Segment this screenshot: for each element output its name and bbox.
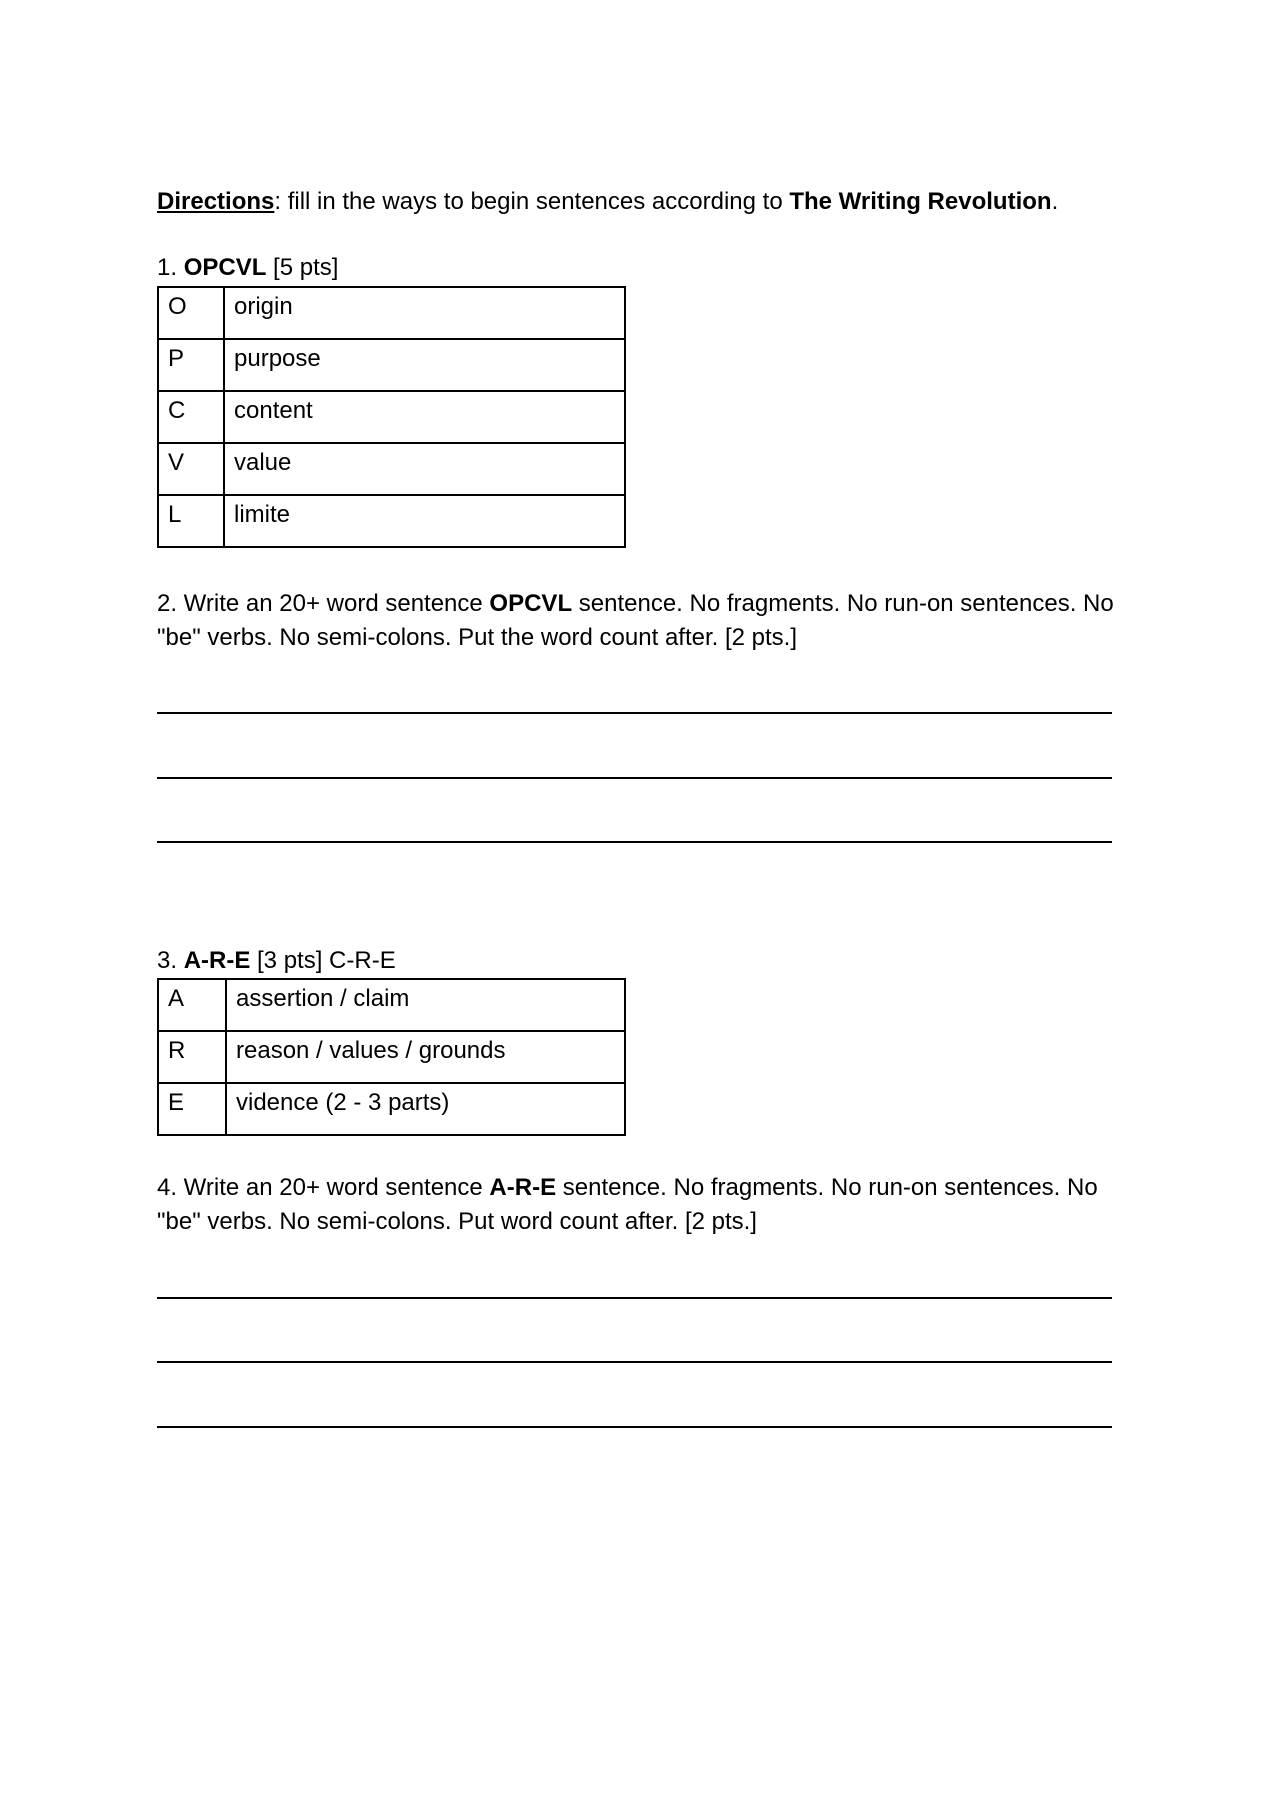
directions-line: [157, 187, 1058, 217]
section4-bold: A-R-E: [489, 1174, 557, 1201]
section2-prefix: 2. Write an 20+ word sentence: [157, 590, 490, 617]
answer-line[interactable]: [157, 1361, 1112, 1363]
row-letter: O: [158, 287, 224, 339]
section2-instructions: [157, 587, 1147, 655]
answer-line[interactable]: [157, 1297, 1112, 1299]
row-letter: P: [158, 339, 224, 391]
section2-bold: OPCVL: [489, 590, 573, 617]
row-letter: V: [158, 443, 224, 495]
section3-number: 3.: [157, 947, 184, 974]
row-word[interactable]: assertion / claim: [226, 979, 625, 1031]
section3-title: A-R-E: [183, 947, 251, 974]
answer-line[interactable]: [157, 841, 1112, 843]
section2-line2: "be" verbs. No semi-colons. Put the word count after. [2 pts.]: [157, 624, 798, 651]
row-letter: E: [158, 1083, 226, 1135]
section2-line1-rest: sentence. No fragments. No run-on sentences. No: [572, 590, 1114, 617]
section4-line1-rest: sentence. No fragments. No run-on sentences. No: [556, 1174, 1098, 1201]
table-row: [158, 495, 625, 547]
answer-line[interactable]: [157, 712, 1112, 714]
row-letter: R: [158, 1031, 226, 1083]
table-row: [158, 1083, 625, 1135]
table-row: [158, 979, 625, 1031]
opcvl-table: [157, 286, 626, 548]
section3-points: [3 pts] C-R-E: [250, 947, 396, 974]
row-word[interactable]: purpose: [224, 339, 625, 391]
row-letter: A: [158, 979, 226, 1031]
answer-line[interactable]: [157, 1426, 1112, 1428]
table-row: [158, 287, 625, 339]
table-row: [158, 443, 625, 495]
directions-title: The Writing Revolution: [789, 188, 1052, 215]
row-word[interactable]: limite: [224, 495, 625, 547]
row-letter: C: [158, 391, 224, 443]
section1-number: 1.: [157, 254, 184, 281]
row-letter: L: [158, 495, 224, 547]
table-row: [158, 1031, 625, 1083]
are-table: [157, 978, 626, 1136]
section1-points: [5 pts]: [266, 254, 339, 281]
table-row: [158, 391, 625, 443]
row-word[interactable]: content: [224, 391, 625, 443]
section1-title: OPCVL: [183, 254, 267, 281]
section3-heading: [157, 946, 396, 976]
row-word[interactable]: vidence (2 - 3 parts): [226, 1083, 625, 1135]
worksheet-page: [157, 0, 1137, 1808]
directions-text: : fill in the ways to begin sentences according to: [274, 188, 790, 215]
row-word[interactable]: reason / values / grounds: [226, 1031, 625, 1083]
section1-heading: [157, 253, 338, 283]
directions-label: Directions: [157, 188, 275, 215]
table-row: [158, 339, 625, 391]
row-word[interactable]: origin: [224, 287, 625, 339]
row-word[interactable]: value: [224, 443, 625, 495]
section4-prefix: 4. Write an 20+ word sentence: [157, 1174, 490, 1201]
section4-line2: "be" verbs. No semi-colons. Put word count after. [2 pts.]: [157, 1208, 757, 1235]
directions-end: .: [1051, 188, 1059, 215]
answer-line[interactable]: [157, 777, 1112, 779]
section4-instructions: [157, 1171, 1147, 1239]
